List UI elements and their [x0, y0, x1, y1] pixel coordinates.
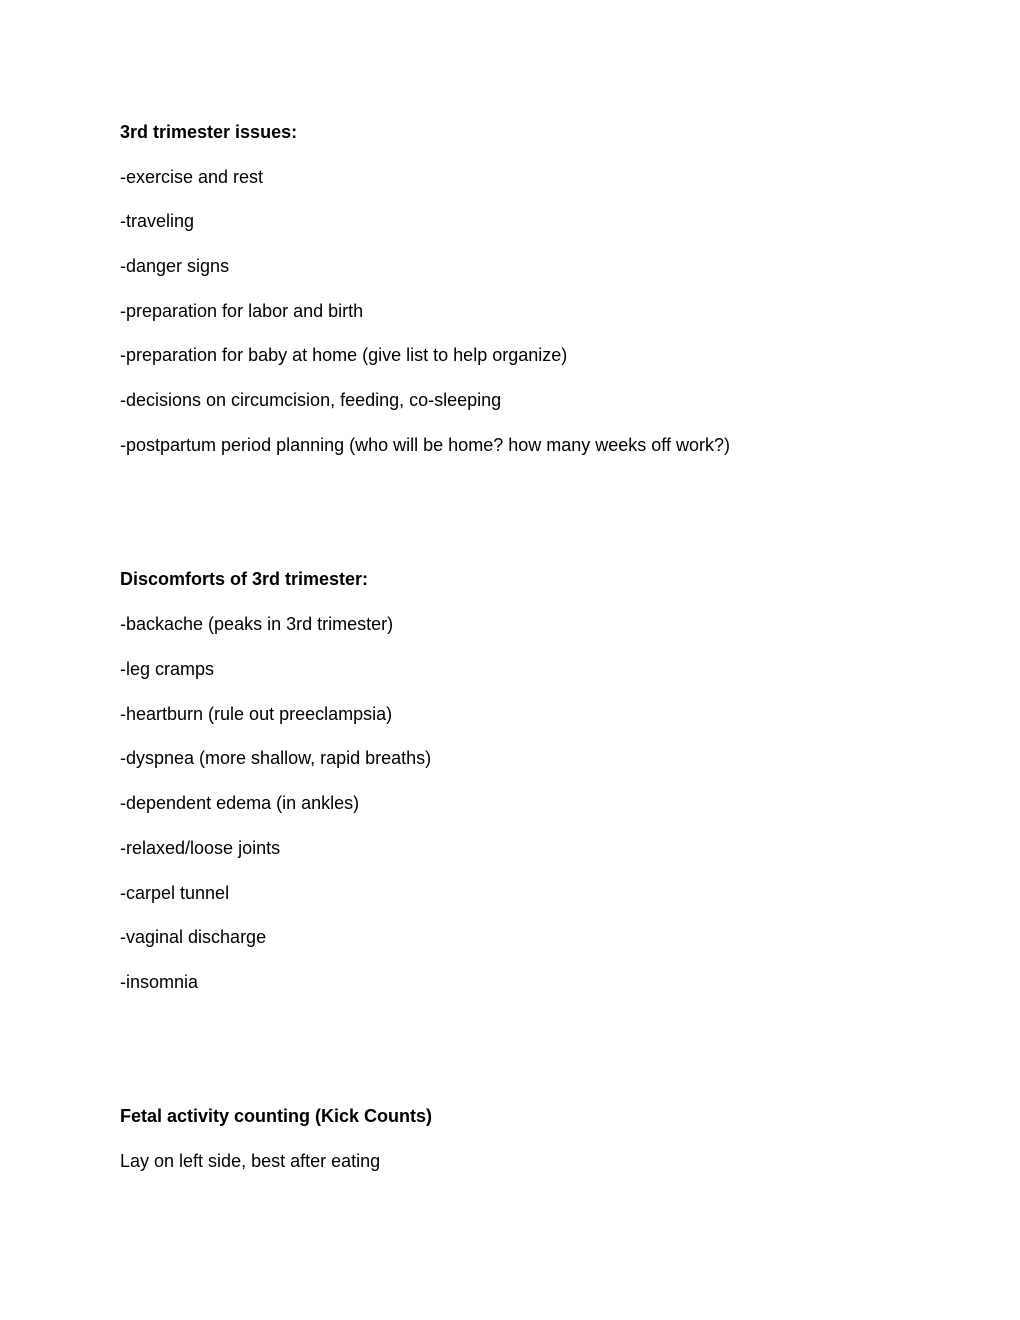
section-heading-3rd-trimester-issues: 3rd trimester issues:: [120, 122, 298, 142]
list-item: Lay on left side, best after eating: [120, 1151, 381, 1171]
list-item: -preparation for baby at home (give list to help organize): [120, 345, 568, 365]
list-item: -dependent edema (in ankles): [120, 793, 360, 813]
list-item: -traveling: [120, 211, 195, 231]
list-item: -vaginal discharge: [120, 927, 267, 947]
list-item: -insomnia: [120, 972, 199, 992]
list-item: -preparation for labor and birth: [120, 301, 364, 321]
list-item: -relaxed/loose joints: [120, 838, 281, 858]
section-heading-discomforts: Discomforts of 3rd trimester:: [120, 569, 369, 589]
list-item: -dyspnea (more shallow, rapid breaths): [120, 748, 432, 768]
list-item: -exercise and rest: [120, 167, 264, 187]
list-item: -heartburn (rule out preeclampsia): [120, 704, 393, 724]
section-heading-fetal-activity: Fetal activity counting (Kick Counts): [120, 1106, 433, 1126]
list-item: -postpartum period planning (who will be home? how many weeks off work?): [120, 435, 730, 455]
list-item: -backache (peaks in 3rd trimester): [120, 614, 394, 634]
list-item: -decisions on circumcision, feeding, co-sleeping: [120, 390, 502, 410]
list-item: -carpel tunnel: [120, 883, 230, 903]
list-item: -danger signs: [120, 256, 230, 276]
list-item: -leg cramps: [120, 659, 215, 679]
